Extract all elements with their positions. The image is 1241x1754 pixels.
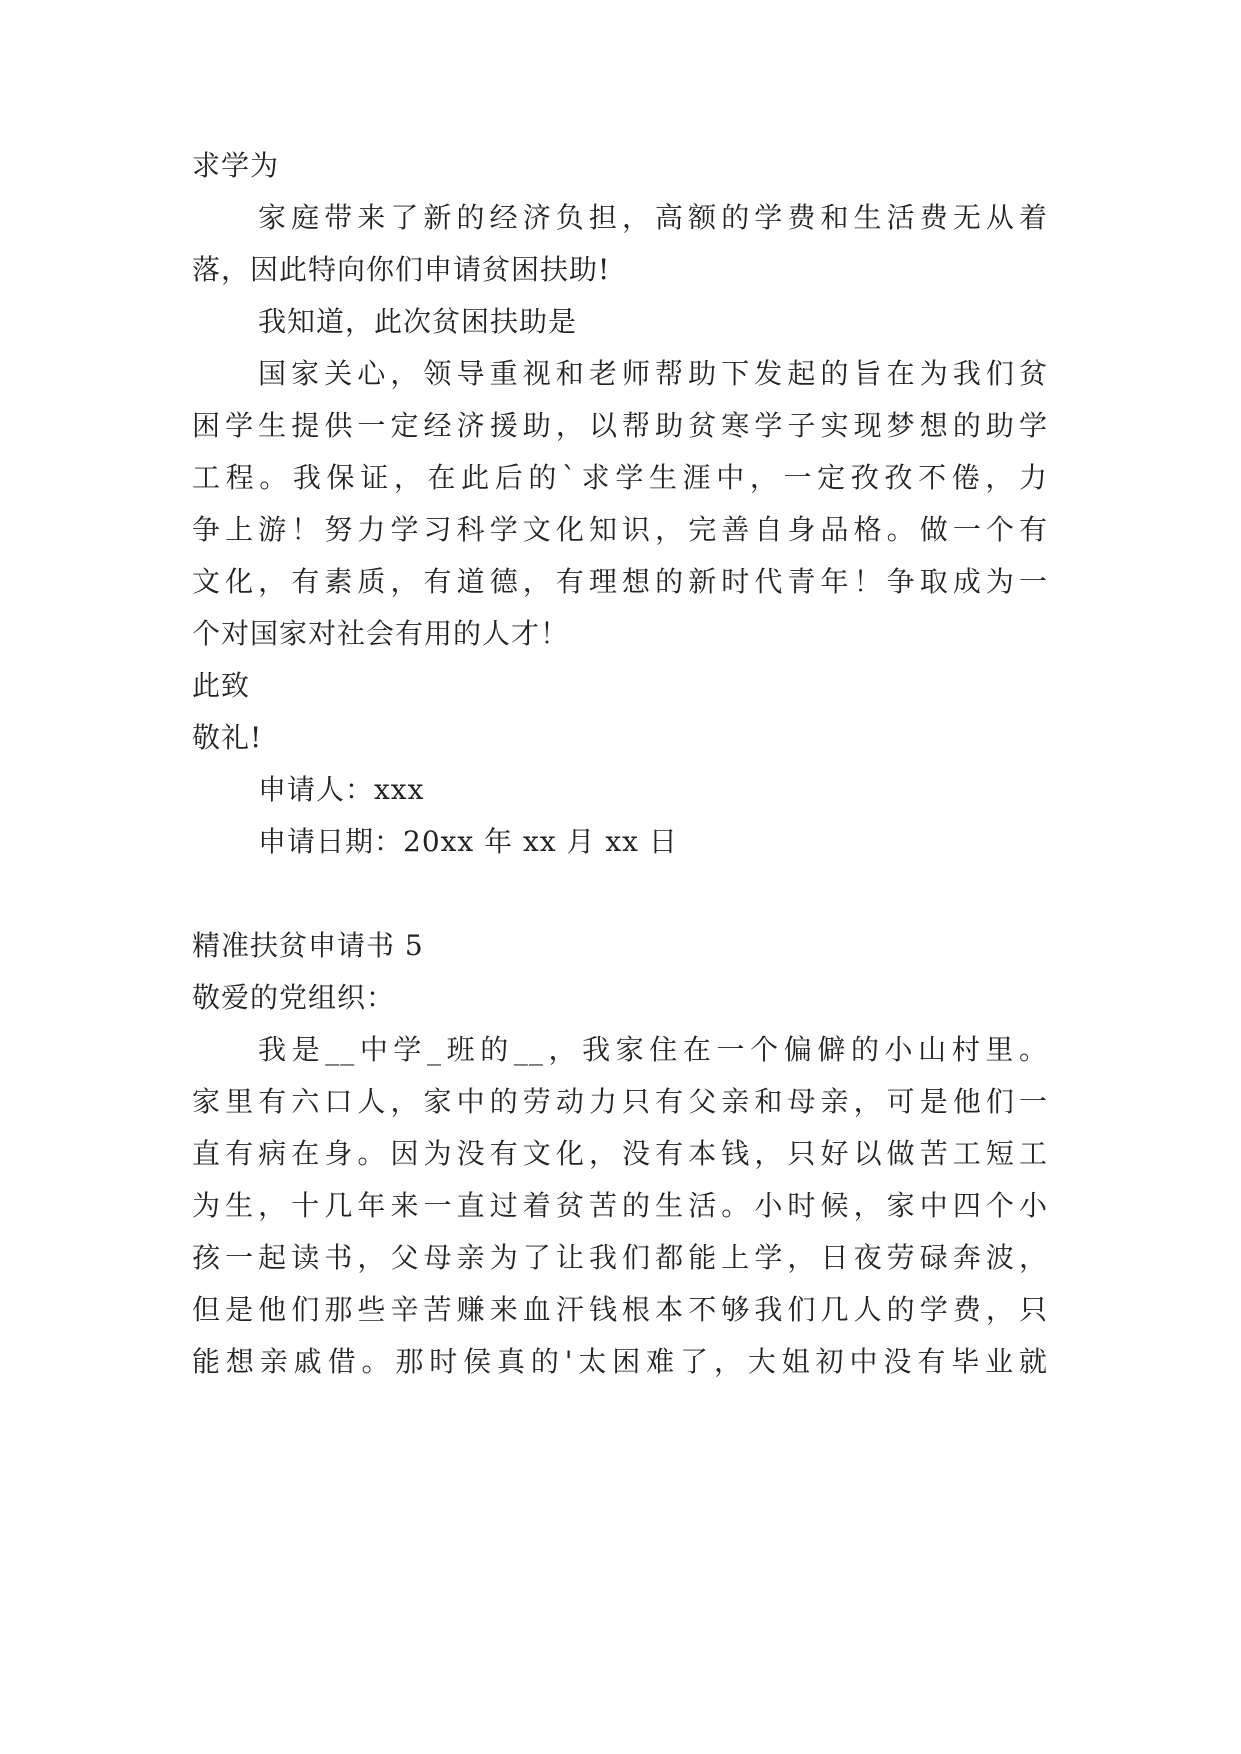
- text-line: 家庭带来了新的经济负担，高额的学费和生活费无从着: [258, 201, 1048, 234]
- text-line: 国家关心，领导重视和老师帮助下发起的旨在为我们贫: [258, 357, 1048, 390]
- text-line: 直有病在身。因为没有文化，没有本钱，只好以做苦工短工: [192, 1137, 1048, 1170]
- text-line: 争上游！努力学习科学文化知识，完善自身品格。做一个有: [192, 513, 1048, 546]
- text-line: 我是__中学_班的__，我家住在一个偏僻的小山村里。: [258, 1033, 1048, 1066]
- closing-text: 此致: [192, 669, 251, 702]
- applicant-line: 申请人：xxx: [258, 773, 425, 806]
- greeting-line: 敬爱的党组织：: [192, 981, 396, 1014]
- text-line: 但是他们那些辛苦赚来血汗钱根本不够我们几人的学费，只: [192, 1293, 1048, 1326]
- date-line: 申请日期：20xx 年 xx 月 xx 日: [258, 825, 678, 858]
- salutation-text: 敬礼!: [192, 721, 263, 754]
- text-line: 落，因此特向你们申请贫困扶助!: [192, 253, 611, 286]
- text-line: 困学生提供一定经济援助，以帮助贫寒学子实现梦想的助学: [192, 409, 1048, 442]
- text-line: 能想亲戚借。那时侯真的'太困难了，大姐初中没有毕业就: [192, 1345, 1048, 1378]
- text-line: 家里有六口人，家中的劳动力只有父亲和母亲，可是他们一: [192, 1085, 1048, 1118]
- text-line: 文化，有素质，有道德，有理想的新时代青年！争取成为一: [192, 565, 1048, 598]
- section-title: 精准扶贫申请书 5: [192, 929, 424, 962]
- text-line: 工程。我保证，在此后的`求学生涯中，一定孜孜不倦，力: [192, 461, 1048, 494]
- text-line: 我知道，此次贫困扶助是: [258, 305, 578, 338]
- text-line: 孩一起读书，父母亲为了让我们都能上学，日夜劳碌奔波，: [192, 1241, 1048, 1274]
- text-line: 为生，十几年来一直过着贫苦的生活。小时候，家中四个小: [192, 1189, 1048, 1222]
- text-line: 求学为: [192, 149, 280, 182]
- text-line: 个对国家对社会有用的人才！: [192, 617, 570, 650]
